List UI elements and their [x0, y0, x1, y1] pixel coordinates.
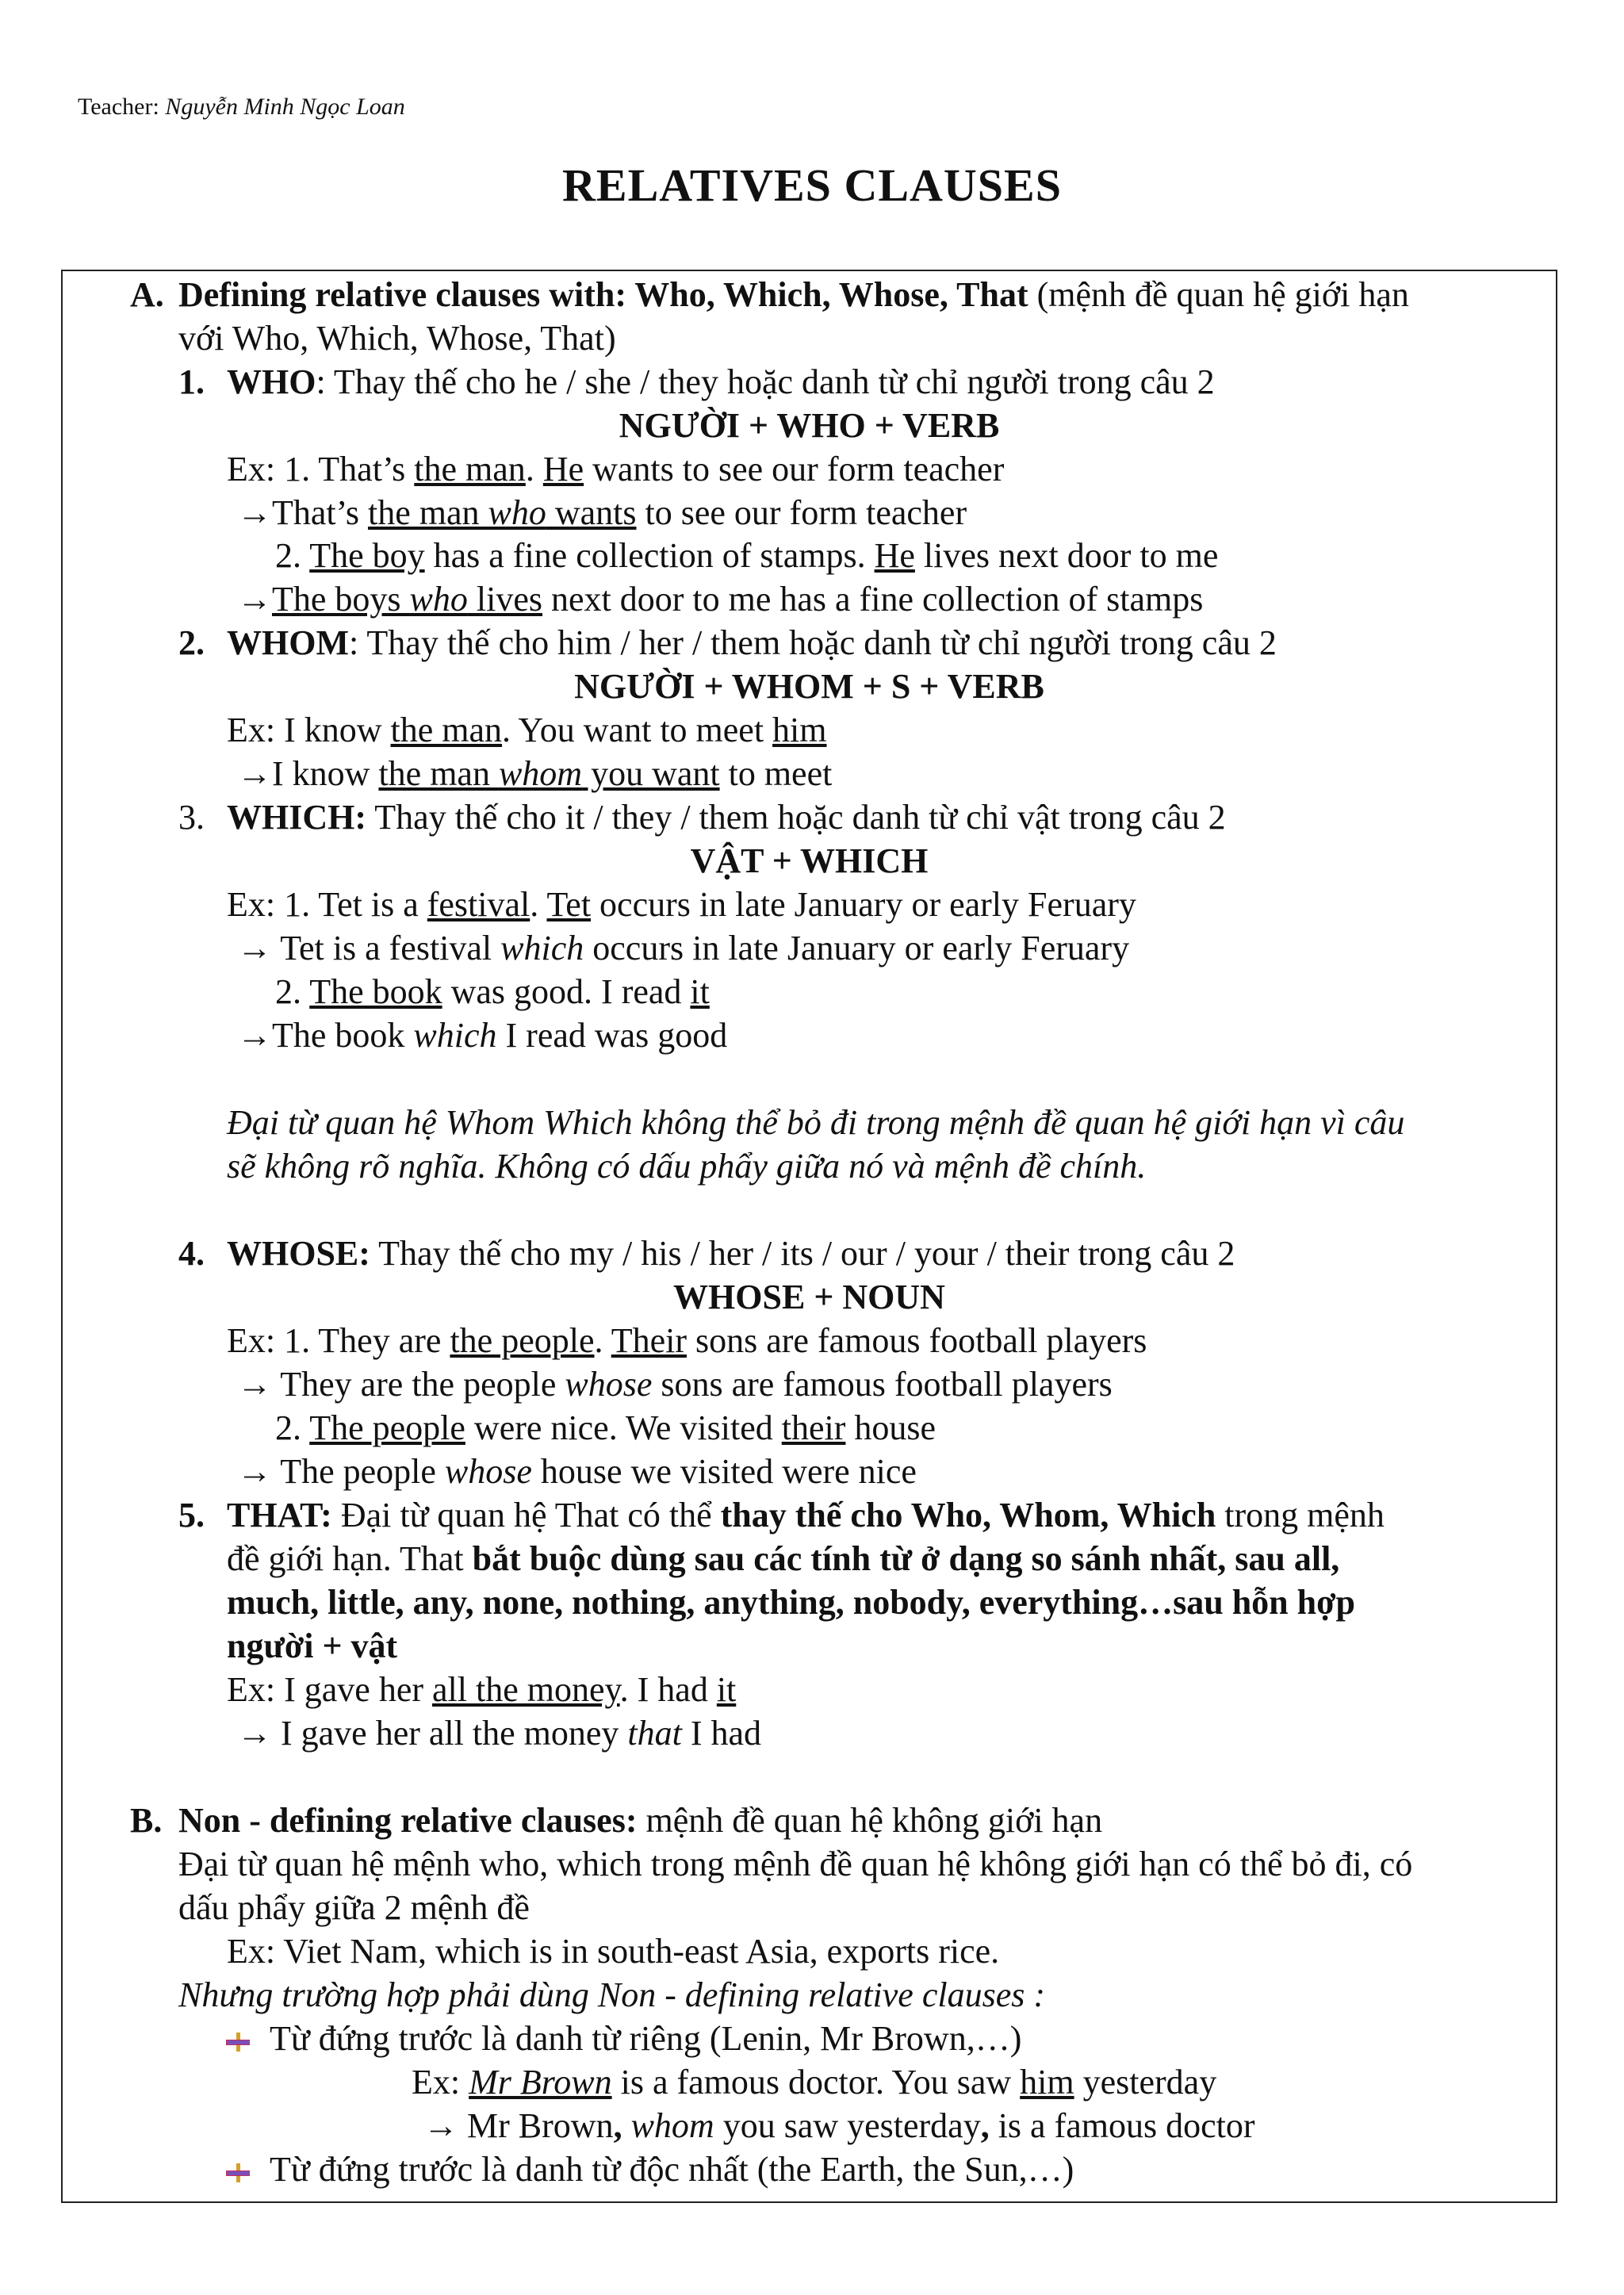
whom-number: 2. — [178, 623, 205, 662]
whose-description: WHOSE: Thay thế cho my / his / her / its / our / your / their trong câu 2 — [227, 1234, 1235, 1273]
who-answer-1: →That’s the man who wants to see our form teacher — [237, 493, 967, 532]
arrow-icon: → — [237, 929, 272, 967]
who-example-2: 2. The boy has a fine collection of stamps. He lives next door to me — [275, 536, 1219, 575]
section-b-bullet-1: Từ đứng trước là danh từ riêng (Lenin, Mr Brown,…) — [227, 2017, 1021, 2060]
which-formula: VẬT + WHICH — [690, 841, 929, 880]
teacher-line — [78, 94, 405, 121]
section-b-example-2: Ex: Mr Brown is a famous doctor. You saw him yesterday — [412, 2063, 1217, 2102]
which-example-1: Ex: 1. Tet is a festival. Tet occurs in late January or early Feruary — [227, 885, 1136, 924]
whose-answer-1: → They are the people whose sons are famous football players — [237, 1365, 1113, 1404]
section-b-line2: Đại từ quan hệ mệnh who, which trong mệnh đề quan hệ không giới hạn có thể bỏ đi, có — [178, 1845, 1413, 1883]
which-description: WHICH: Thay thế cho it / they / them hoặc danh từ chỉ vật trong câu 2 — [227, 798, 1226, 837]
section-b-example: Ex: Viet Nam, which is in south-east Asia, exports rice. — [227, 1932, 1000, 1971]
arrow-icon: → — [423, 2106, 458, 2145]
arrow-icon: → — [237, 1714, 272, 1753]
that-answer: → I gave her all the money that I had — [237, 1714, 762, 1753]
whose-example-1: Ex: 1. They are the people. Their sons are famous football players — [227, 1321, 1147, 1360]
section-b-bullet-2: Từ đứng trước là danh từ độc nhất (the Earth, the Sun,…) — [227, 2147, 1074, 2191]
bullet-cross-icon — [227, 2033, 249, 2052]
who-answer-2: →The boys who lives next door to me has a fine collection of stamps — [237, 580, 1204, 619]
section-a-heading-line2: với Who, Which, Whose, That) — [178, 319, 616, 358]
section-b-note: Nhưng trường hợp phải dùng Non - defining relative clauses : — [178, 1975, 1046, 2014]
section-a-heading: Defining relative clauses with: Who, Which, Whose, That (mệnh đề quan hệ giới hạn — [178, 275, 1409, 314]
which-note-line1: Đại từ quan hệ Whom Which không thể bỏ đi trong mệnh đề quan hệ giới hạn vì câu — [227, 1103, 1405, 1142]
arrow-icon: → — [237, 1016, 272, 1055]
arrow-icon: → — [237, 580, 272, 619]
whom-formula: NGƯỜI + WHOM + S + VERB — [574, 667, 1044, 706]
section-b-line3: dấu phẩy giữa 2 mệnh đề — [178, 1888, 530, 1927]
that-number: 5. — [178, 1496, 205, 1534]
who-formula: NGƯỜI + WHO + VERB — [619, 406, 1000, 445]
which-example-2: 2. The book was good. I read it — [275, 972, 710, 1011]
that-example: Ex: I gave her all the money. I had it — [227, 1670, 737, 1709]
arrow-icon: → — [237, 1452, 272, 1491]
whom-description: WHOM: Thay thế cho him / her / them hoặc danh từ chỉ người trong câu 2 — [227, 623, 1277, 662]
whose-example-2: 2. The people were nice. We visited their house — [275, 1408, 936, 1447]
arrow-icon: → — [237, 754, 272, 793]
whose-number: 4. — [178, 1234, 205, 1273]
section-a-marker: A. — [130, 275, 164, 314]
bullet-cross-icon — [227, 2163, 249, 2182]
section-b-marker: B. — [130, 1801, 163, 1840]
who-number: 1. — [178, 362, 205, 401]
who-example-1: Ex: 1. That’s the man. He wants to see our form teacher — [227, 450, 1005, 489]
which-answer-2: →The book which I read was good — [237, 1016, 728, 1055]
which-answer-1: → Tet is a festival which occurs in late January or early Feruary — [237, 929, 1130, 967]
arrow-icon: → — [237, 493, 272, 532]
section-b-answer-2: → Mr Brown, whom you saw yesterday, is a famous doctor — [423, 2106, 1255, 2145]
section-b-heading: Non - defining relative clauses: mệnh đề quan hệ không giới hạn — [178, 1801, 1103, 1840]
who-description: WHO: Thay thế cho he / she / they hoặc danh từ chỉ người trong câu 2 — [227, 362, 1215, 401]
whose-formula: WHOSE + NOUN — [673, 1278, 945, 1316]
content-box — [61, 270, 1557, 2203]
that-description: THAT: Đại từ quan hệ That có thể thay thế cho Who, Whom, Which trong mệnh — [227, 1496, 1385, 1534]
which-note-line2: sẽ không rõ nghĩa. Không có dấu phẩy giữa nó và mệnh đề chính. — [227, 1147, 1147, 1186]
arrow-icon: → — [237, 1365, 272, 1404]
that-line4: người + vật — [227, 1626, 398, 1665]
teacher-name: Nguyễn Minh Ngọc Loan — [165, 94, 405, 120]
whom-answer: →I know the man whom you want to meet — [237, 754, 833, 793]
that-line2: đề giới hạn. That bắt buộc dùng sau các tính từ ở dạng so sánh nhất, sau all, — [227, 1539, 1340, 1578]
whose-answer-2: → The people whose house we visited were nice — [237, 1452, 917, 1491]
whom-example: Ex: I know the man. You want to meet him — [227, 711, 827, 749]
that-line3: much, little, any, none, nothing, anything, nobody, everything…sau hỗn hợp — [227, 1583, 1355, 1622]
page-title: RELATIVES CLAUSES — [562, 159, 1062, 211]
which-number: 3. — [178, 798, 205, 837]
teacher-label: Teacher: — [78, 94, 166, 120]
